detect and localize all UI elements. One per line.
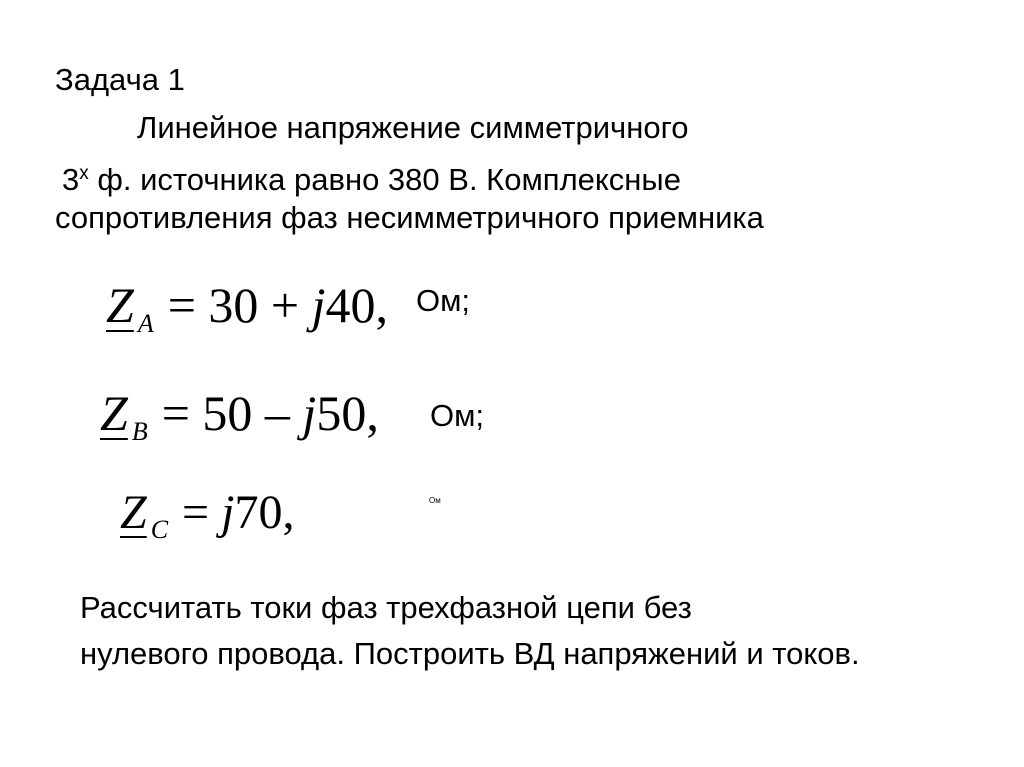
problem-line-2-rest: ф. источника равно 380 В. Комплексные bbox=[88, 162, 681, 197]
unit-label-b: Ом; bbox=[430, 398, 485, 433]
impedance-subscript: B bbox=[131, 417, 148, 446]
impedance-symbol: Z bbox=[106, 277, 134, 333]
equation-rhs: = bbox=[182, 486, 222, 539]
impedance-subscript: C bbox=[150, 515, 169, 544]
impedance-subscript: A bbox=[137, 309, 154, 338]
problem-title: Задача 1 bbox=[55, 62, 185, 97]
unit-label-c: Ом bbox=[429, 496, 441, 505]
three-digit: 3 bbox=[62, 162, 80, 197]
task-line-1: Рассчитать токи фаз трехфазной цепи без bbox=[80, 590, 692, 625]
problem-line-3: сопротивления фаз несимметричного приемника bbox=[55, 200, 764, 235]
equation-rhs: = 50 – bbox=[161, 385, 303, 441]
imaginary-unit: j bbox=[302, 385, 317, 441]
equation-z-a bbox=[106, 275, 388, 344]
equation-rhs: = 30 + bbox=[167, 277, 312, 333]
equation-value: 70, bbox=[234, 486, 295, 539]
impedance-symbol: Z bbox=[100, 385, 128, 441]
imaginary-unit: j bbox=[311, 277, 326, 333]
imaginary-unit: j bbox=[221, 486, 235, 539]
equation-z-b bbox=[100, 383, 379, 452]
equation-value: 50, bbox=[316, 385, 379, 441]
impedance-symbol: Z bbox=[120, 486, 147, 539]
task-line-2: нулевого провода. Построить ВД напряжений и токов. bbox=[80, 636, 860, 671]
superscript-x: х bbox=[79, 163, 89, 184]
equation-value: 40, bbox=[325, 277, 389, 333]
equation-z-c bbox=[120, 484, 294, 549]
unit-label-a: Ом; bbox=[416, 283, 471, 318]
problem-line-2 bbox=[62, 156, 681, 198]
problem-line-1: Линейное напряжение симметричного bbox=[137, 110, 689, 145]
